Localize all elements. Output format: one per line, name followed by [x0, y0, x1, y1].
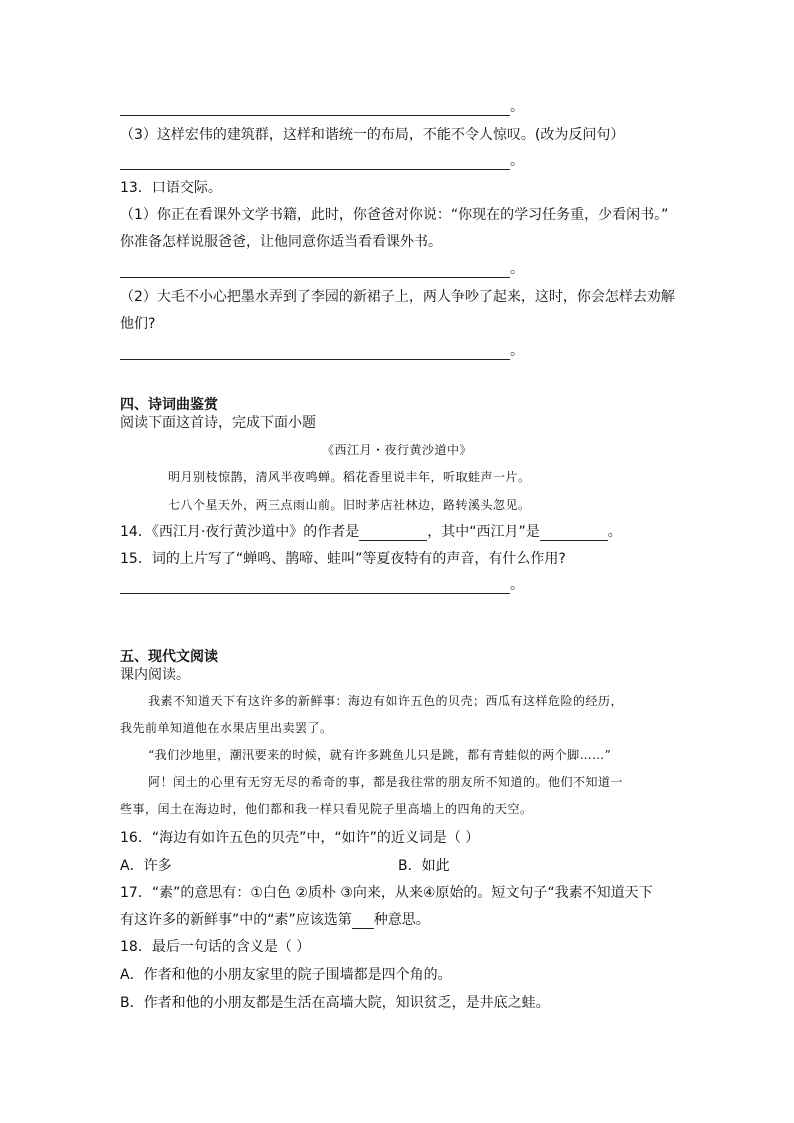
question-13-1-line1: （1）你正在看课外文学书籍，此时，你爸爸对你说：“你现在的学习任务重，少看闲书。”	[120, 207, 669, 223]
question-14: 14．《西江月·夜行黄沙道中》的作者是 ，其中“西江月”是 。	[120, 524, 622, 540]
answer-line-15: 。	[120, 576, 524, 594]
question-13-2-line2: 他们?	[120, 316, 156, 332]
answer-blank[interactable]	[359, 526, 427, 541]
passage-p2: “我们沙地里，潮汛要来的时候，就有许多跳鱼儿只是跳，都有青蛙似的两个脚……”	[148, 748, 612, 762]
section-5-instruction: 课内阅读。	[120, 667, 190, 683]
question-18-option-a[interactable]: A．作者和他的小朋友家里的院子围墙都是四个角的。	[120, 967, 452, 983]
answer-line-12-3: 。	[120, 152, 524, 170]
answer-blank[interactable]	[120, 265, 510, 278]
question-13-2-line1: （2）大毛不小心把墨水弄到了李园的新裙子上，两人争吵了起来，这时，你会怎样去劝解	[120, 289, 675, 305]
answer-blank[interactable]	[120, 347, 510, 360]
question-17-line2: 有这许多的新鲜事”中的“素”应该选第 种意思。	[120, 912, 430, 928]
answer-line-12-2: 。	[120, 98, 524, 116]
poem-line-2: 七八个星天外，两三点雨山前。旧时茅店社林边，路转溪头忽见。	[168, 498, 531, 512]
question-18: 18．最后一句话的含义是（ ）	[120, 939, 311, 955]
answer-blank[interactable]	[120, 157, 510, 170]
passage-p3-line1: 阿！闰土的心里有无穷无尽的希奇的事，都是我往常的朋友所不知道的。他们不知道一	[148, 775, 624, 789]
passage-p1-line2: 我先前单知道他在水果店里出卖罢了。	[120, 721, 333, 735]
answer-line-13-1: 。	[120, 260, 524, 278]
question-16-option-b[interactable]: B．如此	[398, 858, 450, 874]
passage-p1-line1: 我素不知道天下有这许多的新鲜事：海边有如许五色的贝壳；西瓜有这样危险的经历，	[148, 694, 624, 708]
question-16-option-a[interactable]: A．许多	[120, 858, 172, 874]
answer-blank[interactable]	[540, 526, 608, 541]
answer-blank[interactable]	[120, 103, 510, 116]
section-5-title: 五、现代文阅读	[120, 649, 218, 665]
answer-blank[interactable]	[352, 914, 374, 929]
passage-p3-line2: 些事，闰土在海边时，他们都和我一样只看见院子里高墙上的四角的天空。	[120, 802, 533, 816]
answer-blank[interactable]	[120, 581, 510, 594]
answer-line-13-2: 。	[120, 342, 524, 360]
question-13-1-line2: 你准备怎样说服爸爸，让他同意你适当看看课外书。	[120, 234, 442, 250]
section-4-instruction: 阅读下面这首诗，完成下面小题	[120, 415, 316, 431]
poem-title: 《西江月・夜行黄沙道中》	[321, 443, 472, 457]
question-17-line1: 17．“素”的意思有：①白色 ②质朴 ③向来，从来④原始的。短文句子“我素不知道天下	[120, 885, 653, 901]
question-12-3: （3）这样宏伟的建筑群，这样和谐统一的布局，不能不令人惊叹。(改为反问句）	[120, 127, 625, 143]
question-15: 15．词的上片写了“蝉鸣、鹊啼、蛙叫”等夏夜特有的声音，有什么作用?	[120, 551, 566, 567]
question-18-option-b[interactable]: B．作者和他的小朋友都是生活在高墙大院，知识贫乏，是井底之蛙。	[120, 995, 550, 1011]
section-4-title: 四、诗词曲鉴赏	[120, 397, 218, 413]
question-13-title: 13．口语交际。	[120, 180, 222, 196]
question-16: 16．“海边有如许五色的贝壳”中，“如许”的近义词是（ ）	[120, 830, 480, 846]
poem-line-1: 明月别枝惊鹊，清风半夜鸣蝉。稻花香里说丰年，听取蛙声一片。	[168, 470, 531, 484]
